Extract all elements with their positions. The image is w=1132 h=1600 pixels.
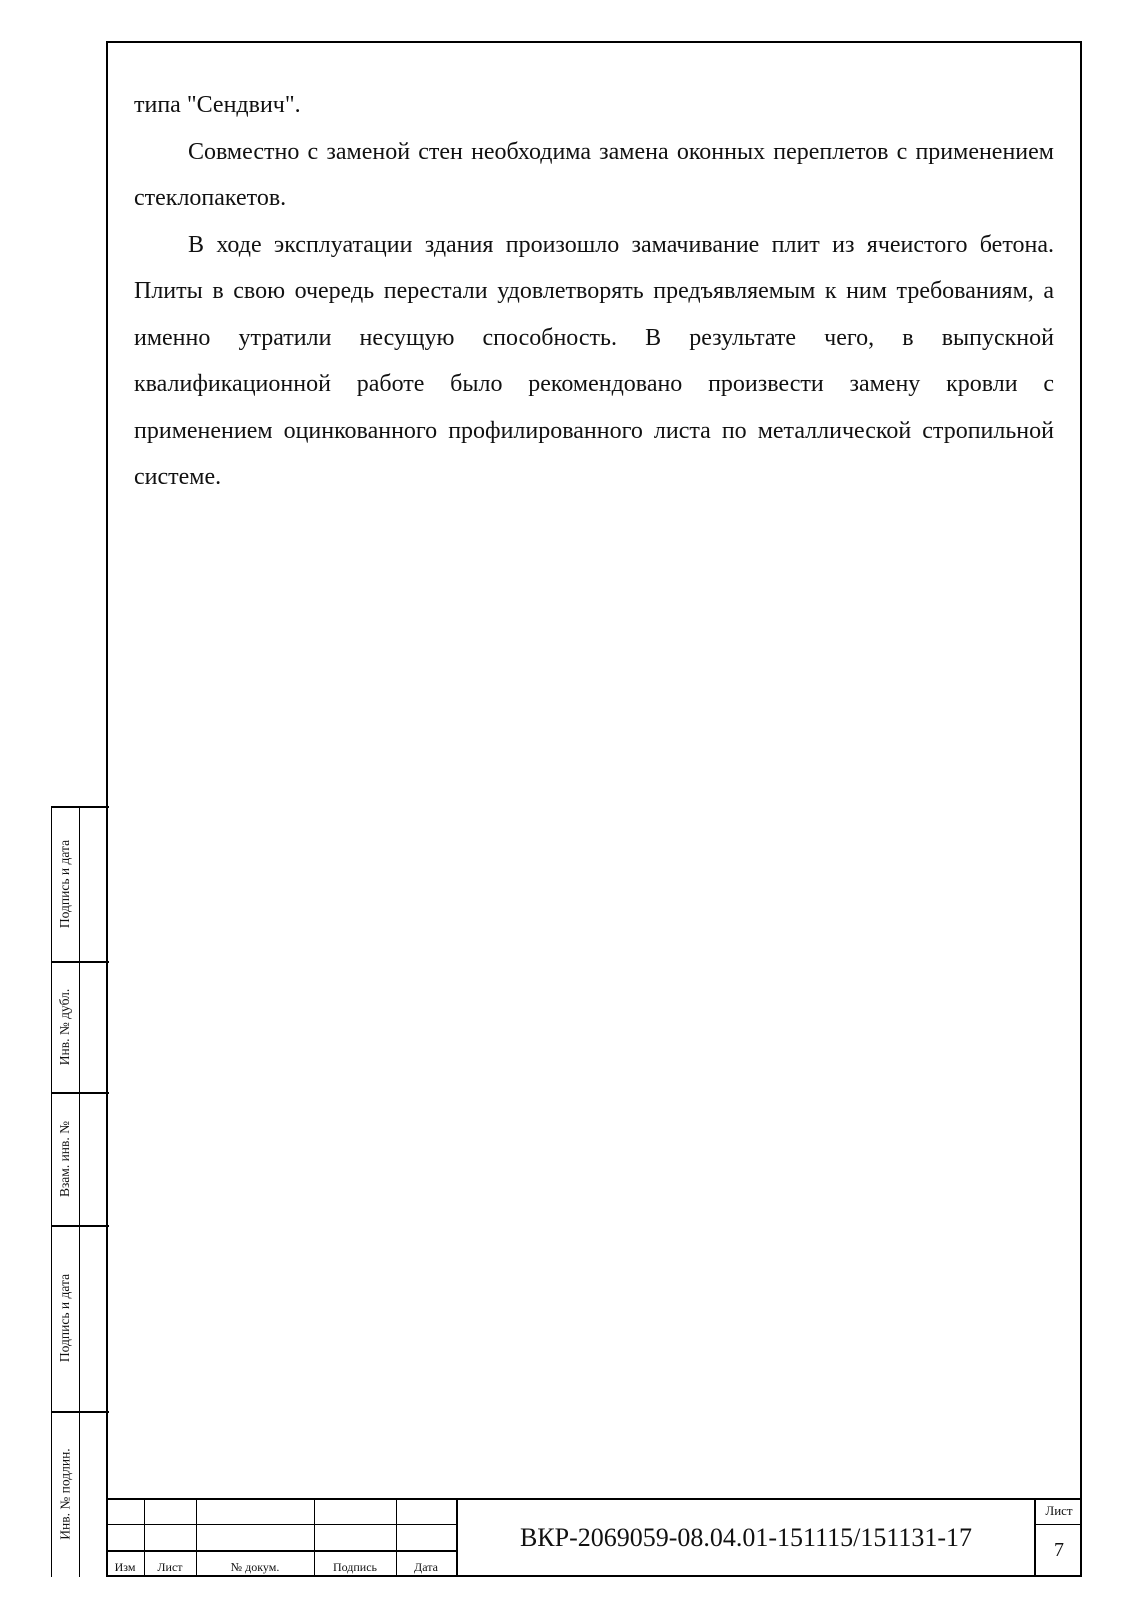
strip-duplicate-inv: Инв. № дубл. bbox=[57, 988, 73, 1065]
paragraph-continuation: типа "Сендвич". bbox=[134, 92, 301, 118]
col-sheet: Лист bbox=[157, 1560, 183, 1574]
paragraph-windows: Совместно с заменой стен необходима замена оконных переплетов с применением стеклопакетов. bbox=[134, 138, 1054, 211]
col-signature: Подпись bbox=[332, 1560, 378, 1574]
sheet-number: 7 bbox=[1054, 1539, 1064, 1561]
col-doc-number: № докум. bbox=[230, 1560, 280, 1574]
side-stamp-strip bbox=[51, 806, 108, 1577]
paragraph-roof: В ходе эксплуатации здания произошло замачивание плит из ячеистого бетона. Плиты в свою очередь перестали удовлетворять предъявляемым к ним требованиям, а именно утратили несущую способность. В результате чего, в выпускной квалификационной работе было рекомендовано произвести замену кровли с применением оцинкованного профилированного листа по металлической стропильной системе. bbox=[134, 231, 1054, 490]
col-date: Дата bbox=[414, 1560, 438, 1574]
strip-replacement-inv: Взам. инв. № bbox=[57, 1120, 73, 1197]
strip-original-inv: Инв. № подлин. bbox=[57, 1448, 73, 1540]
strip-signature-date-bottom: Подпись и дата bbox=[57, 1273, 73, 1363]
strip-signature-date-top: Подпись и дата bbox=[57, 839, 73, 928]
document-body bbox=[134, 82, 1054, 501]
title-block bbox=[106, 1498, 1082, 1577]
document-code: ВКР-2069059-08.04.01-151115/151131-17 bbox=[519, 1522, 973, 1552]
col-change: Изм bbox=[114, 1560, 136, 1574]
sheet-label: Лист bbox=[1045, 1503, 1073, 1518]
